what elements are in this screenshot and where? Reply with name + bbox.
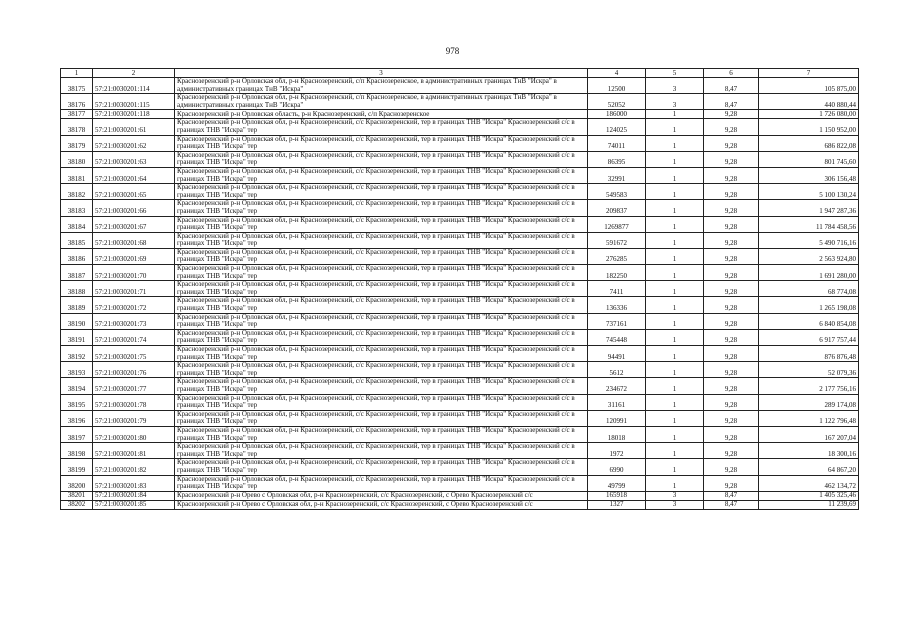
land-area: 124025 <box>588 119 646 135</box>
land-area: 549583 <box>588 184 646 200</box>
land-description <box>175 346 588 362</box>
land-area: 5612 <box>588 362 646 378</box>
land-area: 591672 <box>588 232 646 248</box>
description-line: Краснозеренский р-н Орловская обл, р-н Краснозеренский, с/с Краснозеренский, тер в границах ТНВ "Искра" Краснозеренский с/с в <box>177 135 575 143</box>
table-row <box>61 119 859 135</box>
cadastral-number: 57:21:0030201:79 <box>93 410 175 426</box>
land-description <box>175 491 588 500</box>
header-col-2: 2 <box>93 69 175 78</box>
description-line: Краснозеренский р-н Орловская область, р-н Краснозеренский, с/п Краснозеренское <box>177 110 430 118</box>
description-line: Краснозеренский р-н Орловская обл, р-н Краснозеренский, с/с Краснозеренский, тер в границах ТНВ "Искра" Краснозеренский с/с в <box>177 151 575 159</box>
group-code: 1 <box>646 362 704 378</box>
group-code: 1 <box>646 426 704 442</box>
description-line: границах ТНВ "Искра" тер <box>177 256 258 264</box>
description-line: границах ТНВ "Искра" тер <box>177 224 258 232</box>
table-row <box>61 313 859 329</box>
cadastral-number: 57:21:0030201:71 <box>93 281 175 297</box>
table-row <box>61 281 859 297</box>
table-row <box>61 232 859 248</box>
specific-rate: 9,28 <box>704 313 759 329</box>
row-number: 38178 <box>61 119 93 135</box>
table-row <box>61 410 859 426</box>
land-area: 12500 <box>588 78 646 94</box>
cadastral-value: 68 774,08 <box>759 281 859 297</box>
table-row <box>61 248 859 264</box>
row-number: 38195 <box>61 394 93 410</box>
table-row <box>61 378 859 394</box>
specific-rate: 9,28 <box>704 475 759 491</box>
group-code: 1 <box>646 200 704 216</box>
specific-rate: 9,28 <box>704 410 759 426</box>
table-row <box>61 184 859 200</box>
description-line: Краснозеренский р-н Орловская обл, р-н Краснозеренский, с/с Краснозеренский, тер в границах ТНВ "Искра" Краснозеренский с/с в <box>177 281 575 289</box>
cadastral-value: 306 156,48 <box>759 167 859 183</box>
land-description <box>175 167 588 183</box>
row-number: 38185 <box>61 232 93 248</box>
specific-rate: 9,28 <box>704 265 759 281</box>
description-line: границах ТНВ "Искра" тер <box>177 207 258 215</box>
group-code: 1 <box>646 459 704 475</box>
description-line: Краснозеренский р-н Орловская обл, р-н Краснозеренский, с/п Краснозеренское, в административных границах ТнВ "Искра" в <box>177 78 557 85</box>
land-description <box>175 475 588 491</box>
group-code: 1 <box>646 443 704 459</box>
group-code: 1 <box>646 313 704 329</box>
description-line: Краснозеренский р-н Орловская обл, р-н Краснозеренский, с/с Краснозеренский, тер в границах ТНВ "Искра" Краснозеренский с/с в <box>177 426 575 434</box>
land-description <box>175 184 588 200</box>
group-code: 1 <box>646 329 704 345</box>
table-row <box>61 297 859 313</box>
group-code: 1 <box>646 297 704 313</box>
cadastral-value: 52 079,36 <box>759 362 859 378</box>
cadastral-value: 167 207,04 <box>759 426 859 442</box>
cadastral-number: 57:21:0030201:61 <box>93 119 175 135</box>
cadastral-number: 57:21:0030201:81 <box>93 443 175 459</box>
page-number: 978 <box>445 46 460 56</box>
table-row <box>61 110 859 119</box>
description-line: границах ТНВ "Искра" тер <box>177 126 258 134</box>
specific-rate: 9,28 <box>704 216 759 232</box>
land-area: 1972 <box>588 443 646 459</box>
description-line: административных границах ТнВ "Искра" <box>177 101 304 109</box>
land-area: 186000 <box>588 110 646 119</box>
group-code: 1 <box>646 248 704 264</box>
land-area: 276285 <box>588 248 646 264</box>
cadastral-value: 1 947 287,36 <box>759 200 859 216</box>
land-description <box>175 78 588 94</box>
cadastral-value: 1 150 952,00 <box>759 119 859 135</box>
cadastral-value: 11 784 458,56 <box>759 216 859 232</box>
header-col-4: 4 <box>588 69 646 78</box>
land-description <box>175 232 588 248</box>
header-col-3: 3 <box>175 69 588 78</box>
land-area: 136336 <box>588 297 646 313</box>
specific-rate: 9,28 <box>704 200 759 216</box>
row-number: 38179 <box>61 135 93 151</box>
description-line: границах ТНВ "Искра" тер <box>177 402 258 410</box>
land-description <box>175 378 588 394</box>
row-number: 38196 <box>61 410 93 426</box>
cadastral-value: 2 177 756,16 <box>759 378 859 394</box>
land-description <box>175 135 588 151</box>
cadastral-value: 105 875,00 <box>759 78 859 94</box>
description-line: Краснозеренский р-н Орловская обл, р-н Краснозеренский, с/с Краснозеренский, тер в границах ТНВ "Искра" Краснозеренский с/с в <box>177 167 575 175</box>
land-area: 165918 <box>588 491 646 500</box>
description-line: границах ТНВ "Искра" тер <box>177 321 258 329</box>
cadastral-value: 686 822,08 <box>759 135 859 151</box>
land-description <box>175 94 588 110</box>
table-row <box>61 78 859 94</box>
cadastral-number: 57:21:0030201:80 <box>93 426 175 442</box>
table-row <box>61 346 859 362</box>
cadastral-number: 57:21:0030201:70 <box>93 265 175 281</box>
row-number: 38177 <box>61 110 93 119</box>
table-row <box>61 216 859 232</box>
group-code: 1 <box>646 232 704 248</box>
cadastral-value: 18 300,16 <box>759 443 859 459</box>
land-description <box>175 216 588 232</box>
description-line: границах ТНВ "Искра" тер <box>177 353 258 361</box>
cadastral-number: 57:21:0030201:84 <box>93 491 175 500</box>
description-line: границах ТНВ "Искра" тер <box>177 240 258 248</box>
specific-rate: 9,28 <box>704 151 759 167</box>
table-row <box>61 426 859 442</box>
cadastral-number: 57:21:0030201:67 <box>93 216 175 232</box>
description-line: границах ТНВ "Искра" тер <box>177 175 258 183</box>
cadastral-value: 6 917 757,44 <box>759 329 859 345</box>
row-number: 38189 <box>61 297 93 313</box>
table-row <box>61 200 859 216</box>
table-row <box>61 443 859 459</box>
land-area: 209837 <box>588 200 646 216</box>
description-line: границах ТНВ "Искра" тер <box>177 305 258 313</box>
cadastral-value: 2 563 924,80 <box>759 248 859 264</box>
row-number: 38190 <box>61 313 93 329</box>
cadastral-value: 801 745,60 <box>759 151 859 167</box>
specific-rate: 9,28 <box>704 394 759 410</box>
row-number: 38186 <box>61 248 93 264</box>
land-description <box>175 200 588 216</box>
cadastral-value: 1 405 325,46 <box>759 491 859 500</box>
description-line: Краснозеренский р-н Орловская обл, р-н Краснозеренский, с/с Краснозеренский, тер в границах ТНВ "Искра" Краснозеренский с/с в <box>177 459 575 467</box>
group-code: 1 <box>646 167 704 183</box>
specific-rate: 8,47 <box>704 491 759 500</box>
land-description <box>175 248 588 264</box>
cadastral-value: 462 134,72 <box>759 475 859 491</box>
table-row <box>61 329 859 345</box>
cadastral-number: 57:21:0030201:82 <box>93 459 175 475</box>
description-line: Краснозеренский р-н Орловская обл, р-н Краснозеренский, с/с Краснозеренский, тер в границах ТНВ "Искра" Краснозеренский с/с в <box>177 475 575 483</box>
specific-rate: 9,28 <box>704 362 759 378</box>
land-area: 737161 <box>588 313 646 329</box>
description-line: Краснозеренский р-н Орловская обл, р-н Краснозеренский, с/с Краснозеренский, тер в границах ТНВ "Искра" Краснозеренский с/с в <box>177 329 575 337</box>
description-line: границах ТНВ "Искра" тер <box>177 385 258 393</box>
group-code: 1 <box>646 410 704 426</box>
row-number: 38184 <box>61 216 93 232</box>
description-line: Краснозеренский р-н Орловская обл, р-н Краснозеренский, с/с Краснозеренский, тер в границах ТНВ "Искра" Краснозеренский с/с в <box>177 362 575 370</box>
cadastral-number: 57:21:0030201:74 <box>93 329 175 345</box>
land-area: 745448 <box>588 329 646 345</box>
cadastral-number: 57:21:0030201:77 <box>93 378 175 394</box>
specific-rate: 9,28 <box>704 426 759 442</box>
cadastral-number: 57:21:0030201:78 <box>93 394 175 410</box>
cadastral-value: 5 490 716,16 <box>759 232 859 248</box>
land-description <box>175 362 588 378</box>
group-code: 1 <box>646 135 704 151</box>
cadastral-number: 57:21:0030201:72 <box>93 297 175 313</box>
cadastral-value: 1 122 796,48 <box>759 410 859 426</box>
description-line: Краснозеренский р-н Орловская обл, р-н Краснозеренский, с/с Краснозеренский, тер в границах ТНВ "Искра" Краснозеренский с/с в <box>177 216 575 224</box>
description-line: Краснозеренский р-н Орловская обл, р-н Краснозеренский, с/с Краснозеренский, тер в границах ТНВ "Искра" Краснозеренский с/с в <box>177 313 575 321</box>
description-line: границах ТНВ "Искра" тер <box>177 272 258 280</box>
cadastral-number: 57:21:0030201:75 <box>93 346 175 362</box>
row-number: 38175 <box>61 78 93 94</box>
group-code: 1 <box>646 378 704 394</box>
land-description <box>175 151 588 167</box>
table-body <box>61 78 859 510</box>
cadastral-value: 11 239,69 <box>759 500 859 509</box>
row-number: 38181 <box>61 167 93 183</box>
specific-rate: 9,28 <box>704 443 759 459</box>
cadastral-number: 57:21:0030201:62 <box>93 135 175 151</box>
specific-rate: 8,47 <box>704 94 759 110</box>
row-number: 38202 <box>61 500 93 509</box>
description-line: Краснозеренский р-н Орловская обл, р-н Краснозеренский, с/с Краснозеренский, тер в границах ТНВ "Искра" Краснозеренский с/с в <box>177 265 575 273</box>
description-line: Краснозеренский р-н Орловская обл, р-н Краснозеренский, с/с Краснозеренский, тер в границах ТНВ "Искра" Краснозеренский с/с в <box>177 378 575 386</box>
cadastral-number: 57:21:0030201:118 <box>93 110 175 119</box>
table-row <box>61 475 859 491</box>
land-area: 7411 <box>588 281 646 297</box>
specific-rate: 9,28 <box>704 135 759 151</box>
land-description <box>175 313 588 329</box>
table-row <box>61 265 859 281</box>
table-row <box>61 167 859 183</box>
group-code: 3 <box>646 94 704 110</box>
cadastral-value: 1 691 280,00 <box>759 265 859 281</box>
group-code: 1 <box>646 151 704 167</box>
description-line: Краснозеренский р-н Орловская обл, р-н Краснозеренский, с/с Краснозеренский, тер в границах ТНВ "Искра" Краснозеренский с/с в <box>177 346 575 353</box>
table-row <box>61 500 859 509</box>
specific-rate: 9,28 <box>704 297 759 313</box>
specific-rate: 9,28 <box>704 378 759 394</box>
land-area: 234672 <box>588 378 646 394</box>
land-description <box>175 426 588 442</box>
row-number: 38200 <box>61 475 93 491</box>
header-col-1: 1 <box>61 69 93 78</box>
description-line: Краснозеренский р-н Орловская обл, р-н Краснозеренский, с/с Краснозеренский, тер в границах ТНВ "Искра" Краснозеренский с/с в <box>177 297 575 305</box>
row-number: 38183 <box>61 200 93 216</box>
group-code: 1 <box>646 216 704 232</box>
cadastral-number: 57:21:0030201:69 <box>93 248 175 264</box>
description-line: границах ТНВ "Искра" тер <box>177 466 258 474</box>
row-number: 38192 <box>61 346 93 362</box>
cadastral-number: 57:21:0030201:115 <box>93 94 175 110</box>
cadastral-number: 57:21:0030201:85 <box>93 500 175 509</box>
land-description <box>175 459 588 475</box>
description-line: границах ТНВ "Искра" тер <box>177 418 258 426</box>
cadastral-value: 876 876,48 <box>759 346 859 362</box>
description-line: Краснозеренский р-н Орловская обл, р-н Краснозеренский, с/с Краснозеренский, тер в границах ТНВ "Искра" Краснозеренский с/с в <box>177 184 575 192</box>
description-line: границах ТНВ "Искра" тер <box>177 483 258 491</box>
land-description <box>175 329 588 345</box>
cadastral-value: 6 840 854,08 <box>759 313 859 329</box>
group-code: 1 <box>646 394 704 410</box>
land-description <box>175 110 588 119</box>
land-description <box>175 297 588 313</box>
specific-rate: 9,28 <box>704 119 759 135</box>
specific-rate: 9,28 <box>704 110 759 119</box>
row-number: 38176 <box>61 94 93 110</box>
group-code: 1 <box>646 281 704 297</box>
group-code: 1 <box>646 110 704 119</box>
cadastral-number: 57:21:0030201:68 <box>93 232 175 248</box>
description-line: Краснозеренский р-н Орловская обл, р-н Краснозеренский, с/с Краснозеренский, тер в границах ТНВ "Искра" Краснозеренский с/с в <box>177 248 575 256</box>
table-row <box>61 151 859 167</box>
row-number: 38194 <box>61 378 93 394</box>
specific-rate: 8,47 <box>704 500 759 509</box>
header-col-5: 5 <box>646 69 704 78</box>
description-line: Краснозеренский р-н Орловская обл, р-н Краснозеренский, с/с Краснозеренский, тер в границах ТНВ "Искра" Краснозеренский с/с в <box>177 119 575 127</box>
cadastral-number: 57:21:0030201:114 <box>93 78 175 94</box>
description-line: Краснозеренский р-н Орево с Орловская обл, р-н Краснозеренский, с/с Краснозеренский, с Орево Краснозеренский с/с <box>177 492 533 500</box>
cadastral-number: 57:21:0030201:83 <box>93 475 175 491</box>
description-line: Краснозеренский р-н Орловская обл, р-н Краснозеренский, с/с Краснозеренский, тер в границах ТНВ "Искра" Краснозеренский с/с в <box>177 200 575 208</box>
registry-sheet <box>60 68 858 510</box>
specific-rate: 9,28 <box>704 248 759 264</box>
table-row <box>61 135 859 151</box>
header-col-6: 6 <box>704 69 759 78</box>
description-line: границах ТНВ "Искра" тер <box>177 337 258 345</box>
land-area: 31161 <box>588 394 646 410</box>
land-description <box>175 443 588 459</box>
cadastral-number: 57:21:0030201:65 <box>93 184 175 200</box>
cadastral-value: 1 726 080,00 <box>759 110 859 119</box>
row-number: 38197 <box>61 426 93 442</box>
specific-rate: 9,28 <box>704 281 759 297</box>
land-description <box>175 410 588 426</box>
description-line: Краснозеренский р-н Орловская обл, р-н Краснозеренский, с/с Краснозеренский, тер в границах ТНВ "Искра" Краснозеренский с/с в <box>177 443 575 451</box>
land-description <box>175 265 588 281</box>
specific-rate: 9,28 <box>704 167 759 183</box>
description-line: границах ТНВ "Искра" тер <box>177 434 258 442</box>
description-line: границах ТНВ "Искра" тер <box>177 143 258 151</box>
land-description <box>175 500 588 509</box>
description-line: Краснозеренский р-н Орловская обл, р-н Краснозеренский, с/п Краснозеренское, в административных границах ТнВ "Искра" в <box>177 94 557 102</box>
specific-rate: 9,28 <box>704 459 759 475</box>
group-code: 1 <box>646 346 704 362</box>
cadastral-value: 5 100 130,24 <box>759 184 859 200</box>
description-line: границах ТНВ "Искра" тер <box>177 191 258 199</box>
row-number: 38180 <box>61 151 93 167</box>
land-area: 49799 <box>588 475 646 491</box>
cadastral-number: 57:21:0030201:64 <box>93 167 175 183</box>
row-number: 38193 <box>61 362 93 378</box>
row-number: 38201 <box>61 491 93 500</box>
cadastral-value: 1 265 198,08 <box>759 297 859 313</box>
row-number: 38198 <box>61 443 93 459</box>
land-area: 94491 <box>588 346 646 362</box>
cadastral-number: 57:21:0030201:73 <box>93 313 175 329</box>
cadastral-number: 57:21:0030201:76 <box>93 362 175 378</box>
cadastral-value: 64 867,20 <box>759 459 859 475</box>
row-number: 38182 <box>61 184 93 200</box>
description-line: границах ТНВ "Искра" тер <box>177 159 258 167</box>
table-row <box>61 94 859 110</box>
land-description <box>175 281 588 297</box>
specific-rate: 8,47 <box>704 78 759 94</box>
land-description <box>175 394 588 410</box>
cadastral-number: 57:21:0030201:66 <box>93 200 175 216</box>
land-area: 120991 <box>588 410 646 426</box>
group-code: 1 <box>646 475 704 491</box>
land-area: 6990 <box>588 459 646 475</box>
land-area: 182250 <box>588 265 646 281</box>
specific-rate: 9,28 <box>704 184 759 200</box>
description-line: Краснозеренский р-н Орловская обл, р-н Краснозеренский, с/с Краснозеренский, тер в границах ТНВ "Искра" Краснозеренский с/с в <box>177 232 575 240</box>
group-code: 1 <box>646 265 704 281</box>
land-area: 1269877 <box>588 216 646 232</box>
row-number: 38191 <box>61 329 93 345</box>
cadastral-number: 57:21:0030201:63 <box>93 151 175 167</box>
description-line: границах ТНВ "Искра" тер <box>177 369 258 377</box>
land-area: 1327 <box>588 500 646 509</box>
group-code: 3 <box>646 78 704 94</box>
header-row <box>61 69 859 78</box>
group-code: 1 <box>646 119 704 135</box>
row-number: 38199 <box>61 459 93 475</box>
table-row <box>61 459 859 475</box>
table-row <box>61 491 859 500</box>
description-line: Краснозеренский р-н Орловская обл, р-н Краснозеренский, с/с Краснозеренский, тер в границах ТНВ "Искра" Краснозеренский с/с в <box>177 410 575 418</box>
description-line: Краснозеренский р-н Орево с Орловская обл, р-н Краснозеренский, с/с Краснозеренский, с Орево Краснозеренский с/с <box>177 501 533 509</box>
group-code: 3 <box>646 500 704 509</box>
specific-rate: 9,28 <box>704 346 759 362</box>
land-area: 74011 <box>588 135 646 151</box>
land-area: 32991 <box>588 167 646 183</box>
land-description <box>175 119 588 135</box>
specific-rate: 9,28 <box>704 329 759 345</box>
row-number: 38187 <box>61 265 93 281</box>
header-col-7: 7 <box>759 69 859 78</box>
cadastral-value: 289 174,08 <box>759 394 859 410</box>
group-code: 3 <box>646 491 704 500</box>
table-row <box>61 394 859 410</box>
group-code: 1 <box>646 184 704 200</box>
description-line: административных границах ТнВ "Искра" <box>177 85 304 93</box>
land-area: 18018 <box>588 426 646 442</box>
land-area: 52052 <box>588 94 646 110</box>
description-line: Краснозеренский р-н Орловская обл, р-н Краснозеренский, с/с Краснозеренский, тер в границах ТНВ "Искра" Краснозеренский с/с в <box>177 394 575 402</box>
description-line: границах ТНВ "Искра" тер <box>177 450 258 458</box>
specific-rate: 9,28 <box>704 232 759 248</box>
land-area: 86395 <box>588 151 646 167</box>
table-row <box>61 362 859 378</box>
description-line: границах ТНВ "Искра" тер <box>177 288 258 296</box>
registry-table <box>60 68 859 510</box>
cadastral-value: 440 880,44 <box>759 94 859 110</box>
row-number: 38188 <box>61 281 93 297</box>
